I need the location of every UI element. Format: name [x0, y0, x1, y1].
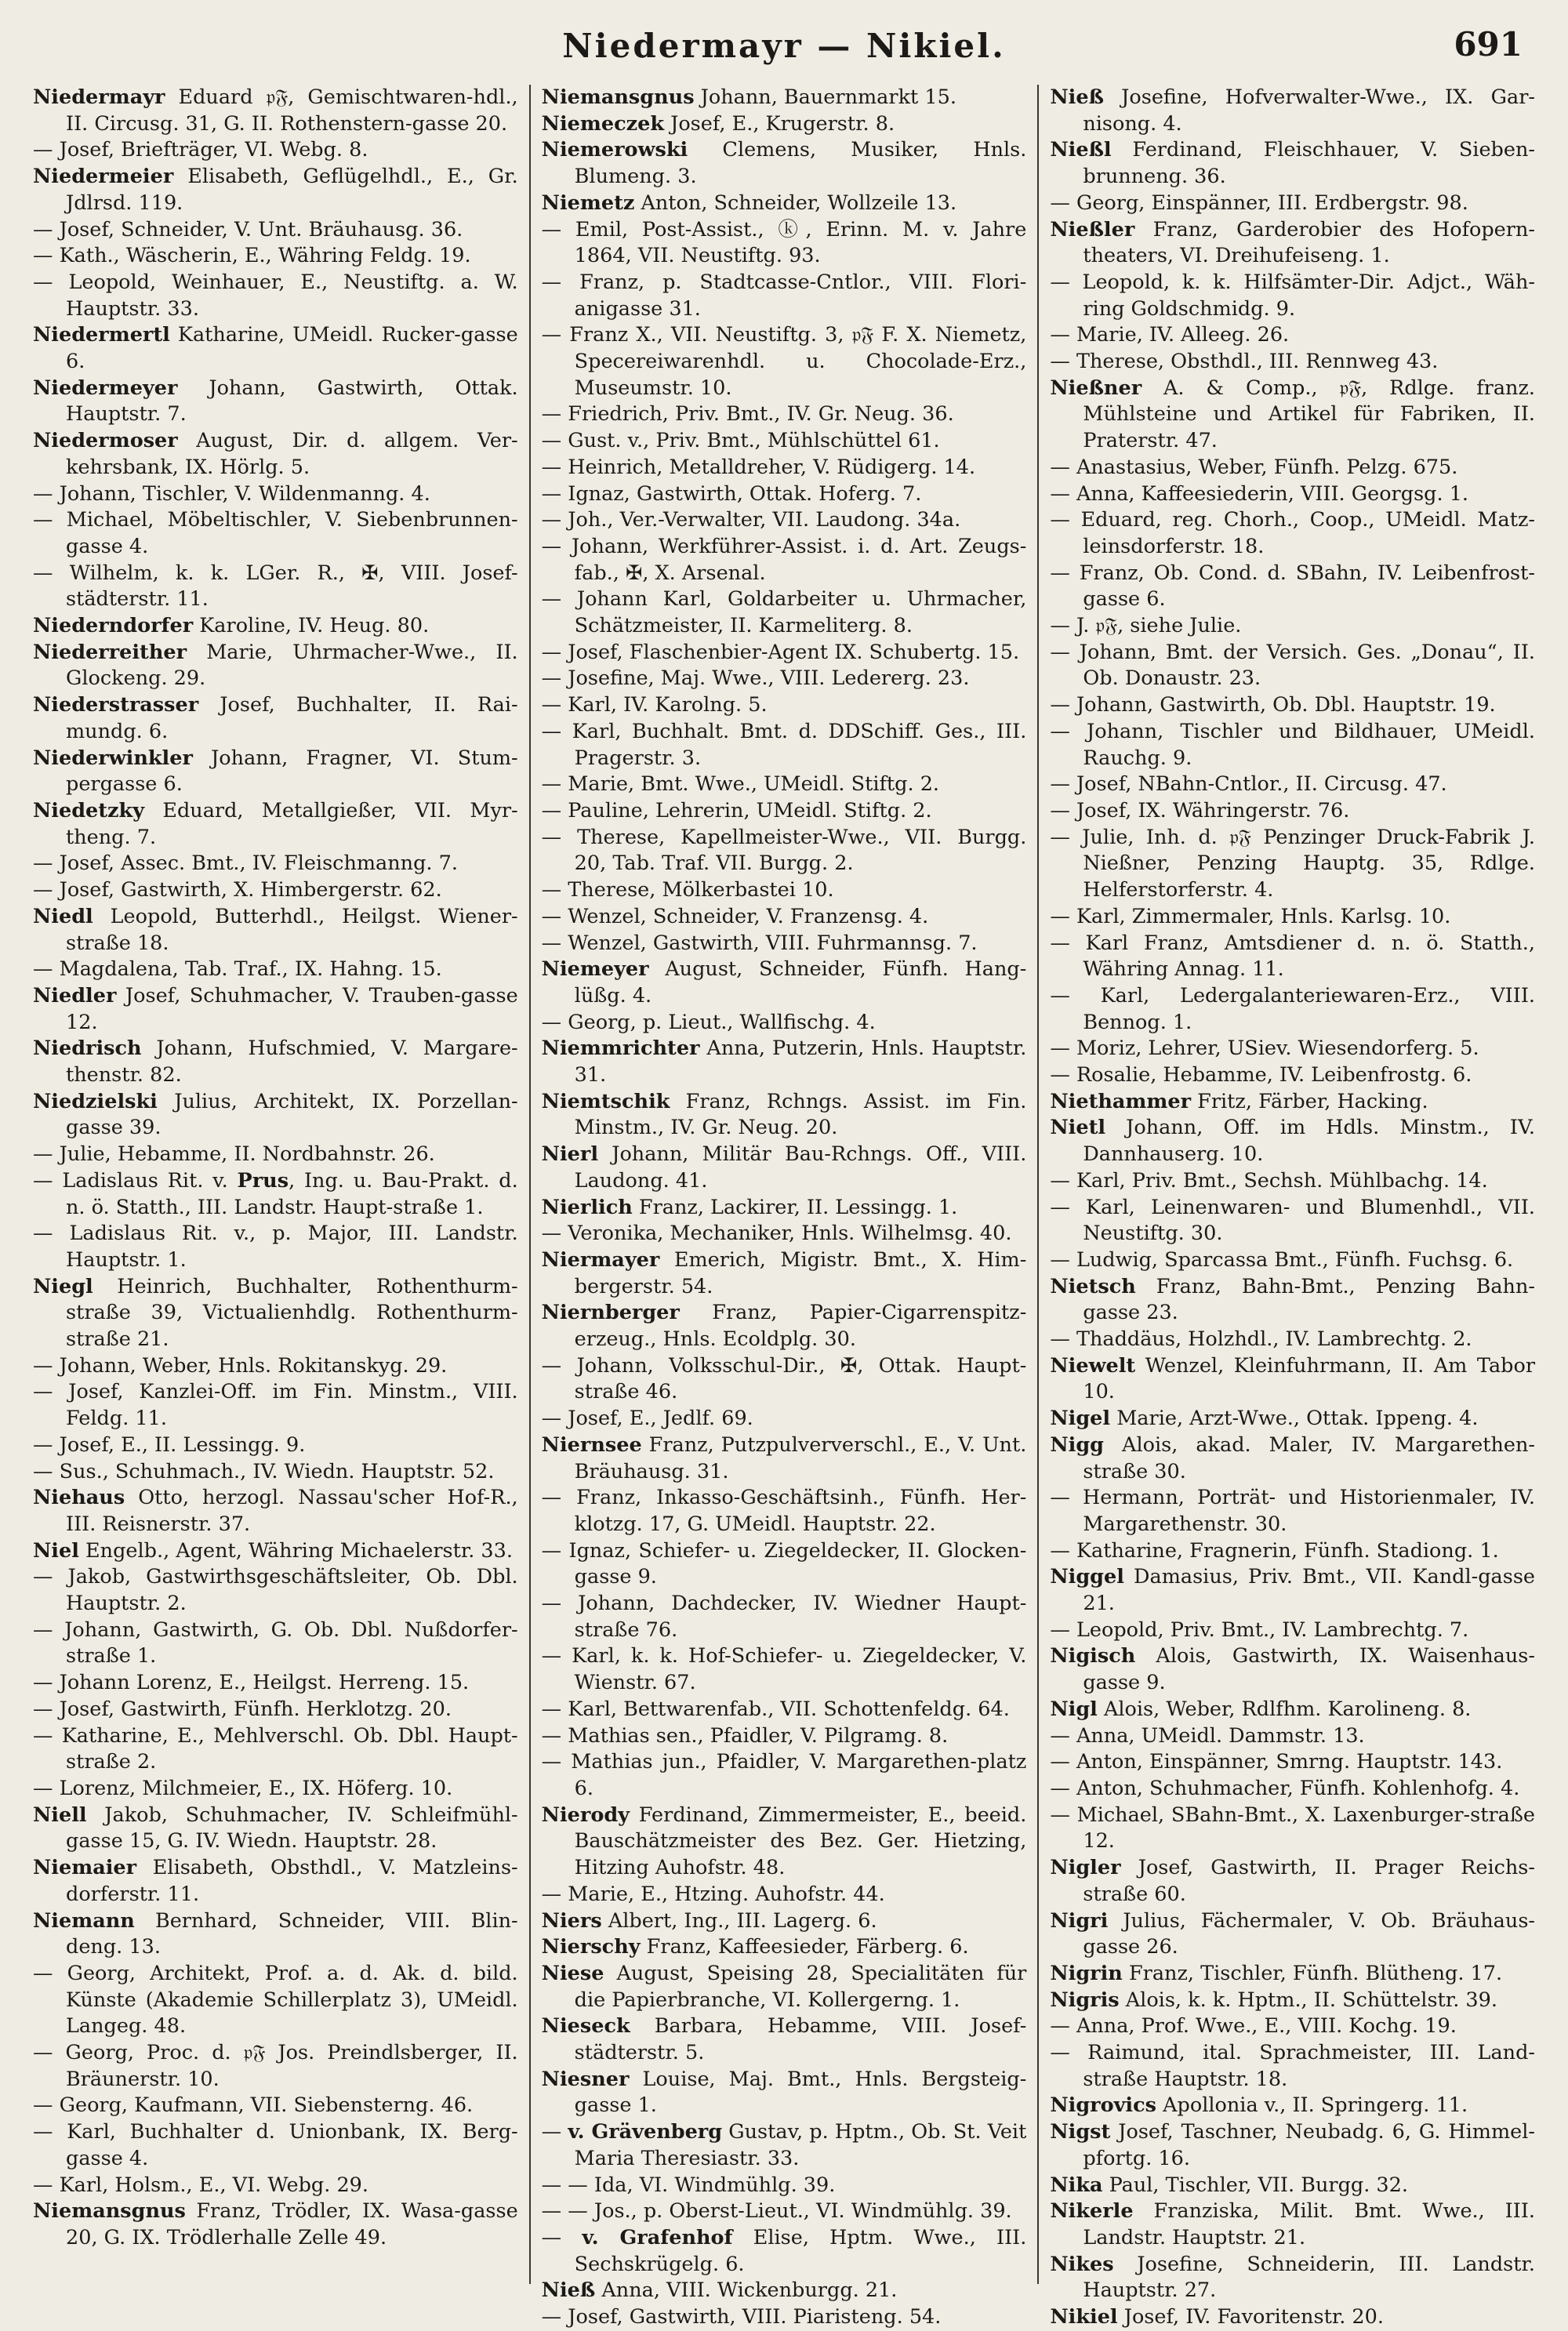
directory-entry: — Johann, Gastwirth, G. Ob. Dbl. Nußdorfer-straße 1. [33, 1618, 518, 1668]
directory-entry: — Katharine, E., Mehlverschl. Ob. Dbl. Haupt-straße 2. [33, 1723, 518, 1774]
entry-surname: Nierl [541, 1142, 599, 1167]
directory-entry: — Ladislaus Rit. v. Prus, Ing. u. Bau-Prakt. d. n. ö. Statth., III. Landstr. Haupt-straße 1. [33, 1168, 518, 1219]
directory-entry: — Michael, SBahn-Bmt., X. Laxenburger-straße 12. [1050, 1803, 1536, 1854]
entry-surname: Nieß [1050, 85, 1104, 109]
directory-entry: Nigst Josef, Taschner, Neubadg. 6, G. Himmel-pfortg. 16. [1050, 2120, 1536, 2170]
entry-surname: Nigl [1050, 1697, 1098, 1721]
directory-entry: Niehaus Otto, herzogl. Nassau'scher Hof-R., III. Reisnerstr. 37. [33, 1486, 518, 1536]
directory-entry: — Karl, Leinenwaren- und Blumenhdl., VII. Neustiftg. 30. [1050, 1195, 1536, 1246]
directory-entry: Nieß Anna, VIII. Wickenburgg. 21. [541, 2278, 898, 2303]
directory-entry: — Karl, k. k. Hof-Schiefer- u. Ziegeldecker, V. Wienstr. 67. [541, 1644, 1027, 1695]
entry-surname: Prus [237, 1168, 289, 1193]
directory-entry: Niers Albert, Ing., III. Lagerg. 6. [541, 1908, 877, 1933]
directory-entry: — Karl, Ledergalanteriewaren-Erz., VIII. Bennog. 1. [1050, 983, 1536, 1034]
entry-surname: Niedler [33, 983, 117, 1008]
directory-entry: — Georg, Kaufmann, VII. Siebensterng. 46. [33, 2093, 474, 2118]
directory-entry: Niedermertl Katharine, UMeidl. Rucker-gasse 6. [33, 323, 518, 374]
directory-entry: — Raimund, ital. Sprachmeister, III. Land-straße Hauptstr. 18. [1050, 2041, 1536, 2091]
directory-entry: — Therese, Mölkerbastei 10. [541, 878, 834, 902]
directory-entry: Nigg Alois, akad. Maler, IV. Margarethen-straße 30. [1050, 1432, 1536, 1483]
directory-entry: Niell Jakob, Schuhmacher, IV. Schleifmühl-gasse 15, G. IV. Wiedn. Hauptstr. 28. [33, 1803, 518, 1854]
directory-entry: Nieseck Barbara, Hebamme, VIII. Josef-städterstr. 5. [541, 2014, 1027, 2065]
directory-entry: — Pauline, Lehrerin, UMeidl. Stiftg. 2. [541, 798, 932, 822]
entry-surname: Niernsee [541, 1432, 642, 1457]
page-number: 691 [1454, 25, 1523, 64]
entry-surname: Niemansgnus [541, 85, 695, 109]
entry-surname: Niemetz [541, 191, 635, 215]
entry-surname: Nigst [1050, 2120, 1111, 2144]
directory-entry: — Karl, Holsm., E., VI. Webg. 29. [33, 2173, 369, 2197]
entry-surname: Niehaus [33, 1486, 125, 1510]
entry-surname: Niemeczek [541, 111, 664, 136]
directory-entry: — Magdalena, Tab. Traf., IX. Hahng. 15. [33, 957, 442, 982]
entry-surname: Nika [1050, 2173, 1103, 2197]
directory-entry: — Johann, Weber, Hnls. Rokitanskyg. 29. [33, 1353, 448, 1378]
entry-surname: Nigrin [1050, 1961, 1123, 1985]
directory-entry: — Karl, Zimmermaler, Hnls. Karlsg. 10. [1050, 904, 1451, 928]
directory-entry: Nigris Alois, k. k. Hptm., II. Schüttelstr. 39. [1050, 1988, 1497, 2012]
directory-entry: — Wilhelm, k. k. LGer. R., ✠, VIII. Josef-städterstr. 11. [33, 561, 518, 612]
directory-entry: — Joh., Ver.-Verwalter, VII. Laudong. 34a. [541, 508, 961, 532]
entry-surname: Niedzielski [33, 1089, 158, 1113]
directory-entry: — Georg, Architekt, Prof. a. d. Ak. d. bild. Künste (Akademie Schillerplatz 3), UMeidl. Langeg. 48. [33, 1961, 518, 2039]
directory-entry: — Josef, Gastwirth, VIII. Piaristeng. 54. [541, 2305, 942, 2329]
entry-surname: Nigel [1050, 1407, 1111, 1431]
directory-entry: — Anna, Prof. Wwe., E., VIII. Kochg. 19. [1050, 2014, 1457, 2039]
entry-surname: Nießler [1050, 217, 1135, 241]
directory-entry: Nika Paul, Tischler, VII. Burgg. 32. [1050, 2173, 1408, 2197]
directory-entry: Niemeyer August, Schneider, Fünfh. Hang-lüßg. 4. [541, 957, 1027, 1008]
directory-entry: — Johann, Gastwirth, Ob. Dbl. Hauptstr. 19. [1050, 693, 1496, 717]
entry-surname: Niederndorfer [33, 614, 194, 638]
directory-entry: Nikiel Josef, IV. Favoritenstr. 20. [1050, 2305, 1384, 2329]
directory-entry: — Josef, E., Jedlf. 69. [541, 1407, 753, 1431]
directory-entry: Niedermeier Elisabeth, Geflügelhdl., E., Gr. Jdlrsd. 119. [33, 165, 518, 215]
entry-surname: Niers [541, 1908, 602, 1933]
entry-surname: Niesner [541, 2067, 630, 2091]
directory-entry: — Therese, Obsthdl., III. Rennweg 43. [1050, 350, 1439, 374]
directory-entry: — Johann, Tischler und Bildhauer, UMeidl. Rauchg. 9. [1050, 719, 1536, 770]
directory-entry: Nigri Julius, Fächermaler, V. Ob. Bräuhaus-gasse 26. [1050, 1908, 1536, 1959]
entry-surname: Niemerowski [541, 138, 688, 162]
directory-entry: — Rosalie, Hebamme, IV. Leibenfrostg. 6. [1050, 1063, 1472, 1087]
directory-entry: — Leopold, Priv. Bmt., IV. Lambrechtg. 7. [1050, 1618, 1469, 1642]
directory-entry: — Johann, Bmt. der Versich. Ges. „Donau“, II. Ob. Donaustr. 23. [1050, 640, 1536, 691]
directory-entry: Niemansgnus Johann, Bauernmarkt 15. [541, 85, 956, 109]
entry-surname: Niggel [1050, 1565, 1124, 1589]
directory-entry: — v. Grävenberg Gustav, p. Hptm., Ob. St. Veit Maria Theresiastr. 33. [541, 2120, 1027, 2170]
entry-surname: v. Grafenhof [582, 2225, 733, 2249]
directory-entry: — Franz, Ob. Cond. d. SBahn, IV. Leibenfrost-gasse 6. [1050, 561, 1536, 612]
directory-entry: — Josef, Briefträger, VI. Webg. 8. [33, 138, 368, 162]
directory-entry: — Josef, E., II. Lessingg. 9. [33, 1432, 306, 1457]
directory-entry: — Karl, Bettwarenfab., VII. Schottenfeldg. 64. [541, 1697, 1010, 1721]
directory-entry: Niederndorfer Karoline, IV. Heug. 80. [33, 614, 430, 638]
entry-surname: Niell [33, 1803, 87, 1827]
entry-surname: Niethammer [1050, 1089, 1192, 1113]
entry-surname: Nieß [541, 2278, 596, 2303]
entry-surname: Niernberger [541, 1301, 680, 1325]
entry-surname: Niedrisch [33, 1037, 142, 1061]
directory-entry: — Ignaz, Schiefer- u. Ziegeldecker, II. Glocken-gasse 9. [541, 1538, 1027, 1589]
directory-entry: Nigrin Franz, Tischler, Fünfh. Blütheng. 17. [1050, 1961, 1503, 1985]
directory-entry: — Kath., Wäscherin, E., Währing Feldg. 19. [33, 244, 471, 268]
entry-surname: Niemann [33, 1908, 135, 1933]
directory-entry: — Franz, Inkasso-Geschäftsinh., Fünfh. Her-klotzg. 17, G. UMeidl. Hauptstr. 22. [541, 1486, 1027, 1536]
directory-entry: — Thaddäus, Holzhdl., IV. Lambrechtg. 2. [1050, 1327, 1472, 1352]
entry-surname: Nietsch [1050, 1274, 1136, 1298]
directory-entry: Niernsee Franz, Putzpulververschl., E., V. Unt. Bräuhausg. 31. [541, 1432, 1027, 1483]
directory-entry: — Josef, Kanzlei-Off. im Fin. Minstm., VIII. Feldg. 11. [33, 1380, 518, 1431]
directory-entry: — Heinrich, Metalldreher, V. Rüdigerg. 14. [541, 455, 976, 479]
directory-entry: Niederwinkler Johann, Fragner, VI. Stum-pergasse 6. [33, 746, 518, 797]
column-middle [529, 85, 1038, 2329]
entry-surname: Niemmrichter [541, 1037, 700, 1061]
directory-entry: — Josef, NBahn-Cntlor., II. Circusg. 47. [1050, 772, 1447, 797]
entry-surname: Niese [541, 1961, 604, 1985]
page-title: Niedermayr — Nikiel. [562, 26, 1006, 65]
directory-entry: — Josef, Flaschenbier-Agent IX. Schubertg. 15. [541, 640, 1020, 664]
entry-surname: Nieseck [541, 2014, 630, 2039]
entry-surname: Niermayer [541, 1247, 660, 1272]
directory-entry: — Marie, Bmt. Wwe., UMeidl. Stiftg. 2. [541, 772, 940, 797]
directory-entry: — Ignaz, Gastwirth, Ottak. Hoferg. 7. [541, 481, 922, 506]
entry-surname: Nigg [1050, 1432, 1104, 1457]
directory-columns [22, 85, 1546, 2329]
entry-surname: v. Grävenberg [568, 2120, 723, 2144]
directory-entry: — Sus., Schuhmach., IV. Wiedn. Hauptstr. 52. [33, 1459, 495, 1483]
directory-entry: — Lorenz, Milchmeier, E., IX. Höferg. 10. [33, 1777, 453, 1800]
directory-entry: Niemmrichter Anna, Putzerin, Hnls. Hauptstr. 31. [541, 1037, 1027, 1087]
directory-entry: Niese August, Speising 28, Specialitäten für die Papierbranche, VI. Kollergerng. 1. [541, 1961, 1027, 2012]
directory-entry: — Franz X., VII. Neustiftg. 3, 𝔭𝔉 F. X. Niemetz, Specereiwarenhdl. u. Chocolade-Erz., Museumstr. 10. [541, 323, 1027, 400]
directory-entry: Niemetz Anton, Schneider, Wollzeile 13. [541, 191, 957, 215]
entry-surname: Niederreither [33, 640, 187, 664]
entry-surname: Niedermeier [33, 165, 174, 189]
directory-entry: Niedzielski Julius, Architekt, IX. Porzellan-gasse 39. [33, 1089, 518, 1140]
directory-entry: Nietl Johann, Off. im Hdls. Minstm., IV. Dannhauserg. 10. [1050, 1116, 1536, 1167]
directory-entry: — Georg, Einspänner, III. Erdbergstr. 98. [1050, 191, 1468, 215]
directory-entry: — Franz, p. Stadtcasse-Cntlor., VIII. Flori-anigasse 31. [541, 270, 1027, 321]
directory-entry: — Mathias sen., Pfaidler, V. Pilgramg. 8. [541, 1723, 949, 1748]
entry-surname: Nikes [1050, 2252, 1114, 2276]
entry-surname: Niemaier [33, 1856, 137, 1880]
directory-entry: Nikes Josefine, Schneiderin, III. Landstr. Hauptstr. 27. [1050, 2252, 1536, 2303]
directory-entry: Nigel Marie, Arzt-Wwe., Ottak. Ippeng. 4. [1050, 1407, 1479, 1431]
entry-surname: Niemtschik [541, 1089, 670, 1113]
entry-surname: Niedermoser [33, 429, 178, 453]
directory-entry: — Jakob, Gastwirthsgeschäftsleiter, Ob. Dbl. Hauptstr. 2. [33, 1565, 518, 1616]
entry-surname: Nigrovics [1050, 2093, 1156, 2118]
entry-surname: Niegl [33, 1274, 93, 1298]
directory-entry: — Josef, Gastwirth, X. Himbergerstr. 62. [33, 878, 442, 902]
directory-entry: Nießner A. & Comp., 𝔭𝔉, Rdlge. franz. Mühlsteine und Artikel für Fabriken, II. Praterstr. 47. [1050, 376, 1536, 453]
entry-surname: Nigris [1050, 1988, 1120, 2012]
directory-entry: — Josef, Gastwirth, Fünfh. Herklotzg. 20. [33, 1697, 452, 1721]
directory-entry: Niel Engelb., Agent, Währing Michaelerstr. 33. [33, 1538, 513, 1563]
directory-entry: Niedrisch Johann, Hufschmied, V. Margare-thenstr. 82. [33, 1037, 518, 1087]
directory-entry: Niermayer Emerich, Migistr. Bmt., X. Him-bergerstr. 54. [541, 1247, 1027, 1298]
directory-entry: — Anna, UMeidl. Dammstr. 13. [1050, 1723, 1365, 1748]
directory-entry: — Josefine, Maj. Wwe., VIII. Ledererg. 23. [541, 666, 970, 691]
directory-entry: — Karl, Priv. Bmt., Sechsh. Mühlbachg. 14. [1050, 1168, 1488, 1193]
directory-entry: Nießler Franz, Garderobier des Hofopern-theaters, VI. Dreihufeiseng. 1. [1050, 217, 1536, 268]
entry-surname: Niederwinkler [33, 746, 193, 770]
directory-entry: — Leopold, k. k. Hilfsämter-Dir. Adjct., Wäh-ring Goldschmidg. 9. [1050, 270, 1536, 321]
directory-entry: Nigisch Alois, Gastwirth, IX. Waisenhaus-gasse 9. [1050, 1644, 1536, 1695]
directory-entry: Nierl Johann, Militär Bau-Rchngs. Off., VIII. Laudong. 41. [541, 1142, 1027, 1193]
entry-surname: Niedermertl [33, 323, 170, 347]
directory-entry: Niemtschik Franz, Rchngs. Assist. im Fin. Minstm., IV. Gr. Neug. 20. [541, 1089, 1027, 1140]
directory-entry: Niederstrasser Josef, Buchhalter, II. Rai-mundg. 6. [33, 693, 518, 743]
directory-entry: — v. Grafenhof Elise, Hptm. Wwe., III. Sechskrügelg. 6. [541, 2225, 1027, 2276]
entry-surname: Nietl [1050, 1116, 1106, 1140]
directory-entry: Niegl Heinrich, Buchhalter, Rothenthurm-straße 39, Victualienhdlg. Rothenthurm-straße 21. [33, 1274, 518, 1352]
directory-entry: — Julie, Hebamme, II. Nordbahnstr. 26. [33, 1142, 435, 1167]
directory-entry: — Marie, IV. Alleeg. 26. [1050, 323, 1290, 347]
directory-entry: — Wenzel, Gastwirth, VIII. Fuhrmannsg. 7. [541, 931, 978, 955]
page-header [24, 22, 1544, 69]
directory-entry: — Veronika, Mechaniker, Hnls. Wilhelmsg. 40. [541, 1222, 1012, 1246]
entry-surname: Nierlich [541, 1195, 633, 1219]
directory-entry: — Anna, Kaffeesiederin, VIII. Georgsg. 1. [1050, 481, 1469, 506]
directory-entry: Niedermeyer Johann, Gastwirth, Ottak. Hauptstr. 7. [33, 376, 518, 427]
directory-entry: Niedetzky Eduard, Metallgießer, VII. Myr-theng. 7. [33, 798, 518, 849]
directory-entry: Nikerle Franziska, Milit. Bmt. Wwe., III. Landstr. Hauptstr. 21. [1050, 2199, 1536, 2249]
directory-entry: Nietsch Franz, Bahn-Bmt., Penzing Bahn-gasse 23. [1050, 1274, 1536, 1325]
directory-entry: — Friedrich, Priv. Bmt., IV. Gr. Neug. 36. [541, 402, 954, 427]
entry-surname: Niemeyer [541, 957, 649, 982]
column-right [1037, 85, 1546, 2329]
directory-entry: Niesner Louise, Maj. Bmt., Hnls. Bergsteig-gasse 1. [541, 2067, 1027, 2118]
directory-entry: Niedermoser August, Dir. d. allgem. Ver-kehrsbank, IX. Hörlg. 5. [33, 429, 518, 479]
directory-entry: Niewelt Wenzel, Kleinfuhrmann, II. Am Tabor 10. [1050, 1353, 1536, 1404]
directory-entry: Nierlich Franz, Lackirer, II. Lessingg. 1. [541, 1195, 958, 1219]
directory-entry: — Leopold, Weinhauer, E., Neustiftg. a. W. Hauptstr. 33. [33, 270, 518, 321]
entry-surname: Niederstrasser [33, 693, 199, 717]
directory-entry: — — Ida, VI. Windmühlg. 39. [541, 2173, 836, 2197]
entry-surname: Niedetzky [33, 798, 145, 822]
directory-entry: — Johann, Tischler, V. Wildenmanng. 4. [33, 481, 430, 506]
directory-entry: Niethammer Fritz, Färber, Hacking. [1050, 1089, 1428, 1113]
directory-entry: — Gust. v., Priv. Bmt., Mühlschüttel 61. [541, 429, 940, 453]
directory-entry: — Mathias jun., Pfaidler, V. Margarethen-platz 6. [541, 1750, 1027, 1800]
directory-entry: — Therese, Kapellmeister-Wwe., VII. Burgg. 20, Tab. Traf. VII. Burgg. 2. [541, 825, 1027, 876]
directory-entry: — Anastasius, Weber, Fünfh. Pelzg. 675. [1050, 455, 1458, 479]
directory-entry: Nigl Alois, Weber, Rdlfhm. Karolineng. 8. [1050, 1697, 1472, 1721]
entry-surname: Nierschy [541, 1935, 641, 1959]
directory-entry: — Josef, Schneider, V. Unt. Bräuhausg. 36. [33, 217, 463, 241]
entry-surname: Nigler [1050, 1856, 1121, 1880]
directory-entry: — Karl, Buchhalt. Bmt. d. DDSchiff. Ges., III. Pragerstr. 3. [541, 719, 1027, 770]
directory-entry: Niedermayr Eduard 𝔭𝔉, Gemischtwaren-hdl., II. Circusg. 31, G. II. Rothenstern-gasse 20. [33, 85, 518, 136]
directory-entry: — Karl, Buchhalter d. Unionbank, IX. Berg-gasse 4. [33, 2120, 518, 2170]
directory-entry: Niernberger Franz, Papier-Cigarrenspitz-erzeug., Hnls. Ecoldplg. 30. [541, 1301, 1027, 1352]
directory-entry: Niederreither Marie, Uhrmacher-Wwe., II. Glockeng. 29. [33, 640, 518, 691]
directory-entry: Niemansgnus Franz, Trödler, IX. Wasa-gasse 20, G. IX. Trödlerhalle Zelle 49. [33, 2199, 518, 2249]
directory-entry: — Josef, IX. Währingerstr. 76. [1050, 798, 1350, 822]
directory-entry: — Moriz, Lehrer, USiev. Wiesendorferg. 5. [1050, 1037, 1479, 1061]
directory-entry: — Karl, IV. Karolng. 5. [541, 693, 768, 717]
entry-surname: Niedermeyer [33, 376, 178, 400]
entry-surname: Niewelt [1050, 1353, 1136, 1378]
entry-surname: Niemansgnus [33, 2199, 186, 2224]
directory-entry: — Marie, E., Htzing. Auhofstr. 44. [541, 1882, 885, 1906]
directory-entry: — Georg, p. Lieut., Wallfischg. 4. [541, 1010, 876, 1034]
entry-surname: Niedl [33, 904, 93, 928]
directory-entry: — Josef, Assec. Bmt., IV. Fleischmanng. 7. [33, 851, 458, 876]
directory-entry: — — Jos., p. Oberst-Lieut., VI. Windmühlg. 39. [541, 2199, 1012, 2224]
directory-entry: — Karl Franz, Amtsdiener d. n. ö. Statth., Währing Annag. 11. [1050, 931, 1536, 982]
entry-surname: Nikerle [1050, 2199, 1134, 2224]
entry-surname: Nigisch [1050, 1644, 1136, 1668]
entry-surname: Nießl [1050, 138, 1112, 162]
directory-entry: — Anton, Einspänner, Smrng. Hauptstr. 143. [1050, 1750, 1503, 1774]
directory-entry: — Katharine, Fragnerin, Fünfh. Stadiong. 1. [1050, 1538, 1499, 1563]
directory-entry: — Ludwig, Sparcassa Bmt., Fünfh. Fuchsg. 6. [1050, 1247, 1514, 1272]
entry-surname: Nikiel [1050, 2305, 1118, 2329]
entry-surname: Niedermayr [33, 85, 165, 109]
directory-entry: Nieß Josefine, Hofverwalter-Wwe., IX. Gar-nisong. 4. [1050, 85, 1536, 136]
directory-entry: Nießl Ferdinand, Fleischhauer, V. Sieben-brunneng. 36. [1050, 138, 1536, 189]
directory-entry: Niedl Leopold, Butterhdl., Heilgst. Wiener-straße 18. [33, 904, 518, 955]
directory-entry: — Emil, Post-Assist., ⓚ, Erinn. M. v. Jahre 1864, VII. Neustiftg. 93. [541, 217, 1027, 268]
directory-entry: — Anton, Schuhmacher, Fünfh. Kohlenhofg. 4. [1050, 1777, 1520, 1800]
directory-entry: Nierody Ferdinand, Zimmermeister, E., beeid. Bauschätzmeister des Bez. Ger. Hietzing, Hitzing Auhofstr. 48. [541, 1803, 1027, 1880]
directory-entry: Niemann Bernhard, Schneider, VIII. Blin-deng. 13. [33, 1908, 518, 1959]
directory-entry: — Michael, Möbeltischler, V. Siebenbrunnen-gasse 4. [33, 508, 518, 558]
entry-surname: Niel [33, 1538, 79, 1563]
directory-entry: Niggel Damasius, Priv. Bmt., VII. Kandl-gasse 21. [1050, 1565, 1536, 1616]
directory-entry: Niemaier Elisabeth, Obsthdl., V. Matzleins-dorferstr. 11. [33, 1856, 518, 1906]
directory-entry: — Johann Karl, Goldarbeiter u. Uhrmacher, Schätzmeister, II. Karmeliterg. 8. [541, 587, 1027, 638]
directory-entry: Nigler Josef, Gastwirth, II. Prager Reichs-straße 60. [1050, 1856, 1536, 1906]
entry-surname: Nießner [1050, 376, 1142, 400]
directory-entry: — Johann, Volksschul-Dir., ✠, Ottak. Haupt-straße 46. [541, 1353, 1027, 1404]
directory-entry: Nierschy Franz, Kaffeesieder, Färberg. 6. [541, 1935, 969, 1959]
directory-entry: — Wenzel, Schneider, V. Franzensg. 4. [541, 904, 929, 928]
entry-surname: Nierody [541, 1803, 630, 1827]
directory-entry: — Julie, Inh. d. 𝔭𝔉 Penzinger Druck-Fabrik J. Nießner, Penzing Hauptg. 35, Rdlge. Helferstorferstr. 4. [1050, 825, 1536, 902]
directory-entry: — Ladislaus Rit. v., p. Major, III. Landstr. Hauptstr. 1. [33, 1222, 518, 1272]
directory-entry: Niemerowski Clemens, Musiker, Hnls. Blumeng. 3. [541, 138, 1027, 189]
directory-entry: — Georg, Proc. d. 𝔭𝔉 Jos. Preindlsberger, II. Bräunerstr. 10. [33, 2041, 518, 2091]
column-left [22, 85, 529, 2284]
directory-entry: — Hermann, Porträt- und Historienmaler, IV. Margarethenstr. 30. [1050, 1486, 1536, 1536]
directory-entry: Niedler Josef, Schuhmacher, V. Trauben-gasse 12. [33, 983, 518, 1034]
directory-entry: — Johann Lorenz, E., Heilgst. Herreng. 15. [33, 1671, 470, 1695]
directory-entry: Nigrovics Apollonia v., II. Springerg. 11. [1050, 2093, 1468, 2118]
directory-entry: — Eduard, reg. Chorh., Coop., UMeidl. Matz-leinsdorferstr. 18. [1050, 508, 1536, 558]
directory-entry: — Johann, Werkführer-Assist. i. d. Art. Zeugs-fab., ✠, X. Arsenal. [541, 534, 1027, 585]
directory-entry: — Johann, Dachdecker, IV. Wiedner Haupt-straße 76. [541, 1592, 1027, 1642]
directory-entry: — J. 𝔭𝔉, siehe Julie. [1050, 614, 1242, 638]
entry-surname: Nigri [1050, 1908, 1109, 1933]
directory-entry: Niemeczek Josef, E., Krugerstr. 8. [541, 111, 895, 136]
